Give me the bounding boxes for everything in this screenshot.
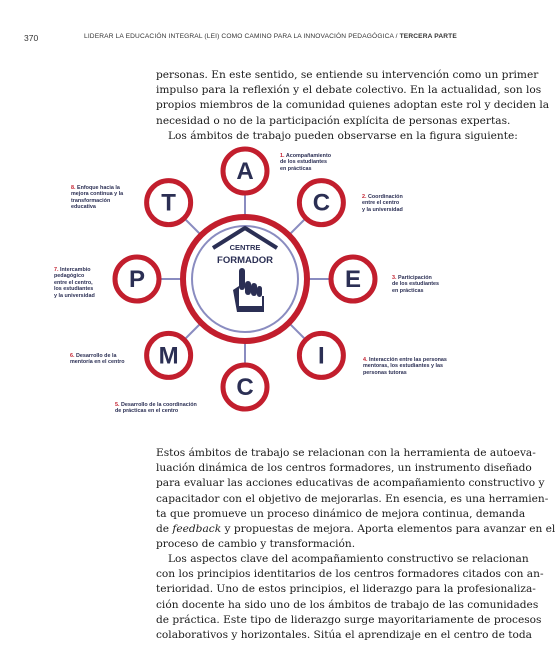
- intro-paragraph: [156, 68, 550, 144]
- text-line: necesidad o no de la participación explícita de personas expertas.: [156, 114, 511, 127]
- center-hub: [183, 217, 307, 341]
- text-line: terioridad. Uno de estos principios, el liderazgo para la profesionaliza-: [156, 583, 536, 596]
- emphasis-feedback: feedback: [172, 523, 222, 536]
- text-line: con los principios identitarios de los centros formadores citados con an-: [156, 568, 544, 581]
- text-line: para evaluar las acciones educativas de acompañamiento constructivo y: [156, 477, 545, 490]
- node-4: [299, 333, 343, 377]
- running-title: [84, 33, 464, 40]
- node-7: [115, 257, 159, 301]
- text-line: personas. En este sentido, se entiende su intervención como un primer: [156, 69, 539, 81]
- node-8: [147, 181, 191, 225]
- text-line: proceso de cambio y transformación.: [156, 538, 356, 551]
- node-2: [299, 181, 343, 225]
- text-line: capacitador con el objetivo de mejorarlas. En esencia, es una herramien-: [156, 492, 549, 505]
- node-letter: C: [236, 374, 254, 401]
- body-paragraph-2: [156, 552, 544, 643]
- text-line: Estos ámbitos de trabajo se relacionan con la herramienta de autoeva-: [156, 447, 536, 459]
- figure-intro: Los ámbitos de trabajo pueden observarse en la figura siguiente:: [168, 129, 518, 142]
- text-line: ta que promueve un proceso dinámico de mejora continua, demanda: [156, 507, 526, 520]
- center-label-2: FORMADOR: [217, 255, 273, 266]
- text-line: de práctica. Este tipo de liderazgo surge mayoritariamente de procesos: [156, 613, 542, 626]
- body-paragraph-1: [156, 446, 555, 552]
- node-1: [223, 149, 267, 193]
- text-line: de feedback y propuestas de mejora. Aporta elementos para avanzar en el: [156, 523, 555, 536]
- node-letter: P: [128, 266, 146, 293]
- node-label-4: 4. Interacción entre las personas mentoras, los estudiantes y las personas tutoras: [363, 357, 447, 376]
- node-letter: M: [158, 342, 179, 370]
- text-line: ción docente ha sido uno de los ámbitos de trabajo de las comunidades: [156, 598, 539, 611]
- text-line: impulso para la reflexión y el debate colectivo. En la actualidad, son los: [156, 84, 542, 97]
- node-label-3: 3. Participación de los estudiantes en prácticas: [392, 275, 440, 294]
- node-letter: I: [318, 342, 325, 370]
- text-line: luación dinámica de los centros formadores, un instrumento diseñado: [156, 462, 532, 475]
- text-line: Los aspectos clave del acompañamiento constructivo se relacionan: [168, 553, 529, 565]
- page-number: 370: [24, 33, 39, 43]
- node-label-7: 7. Intercambio pedagógico entre el centro, los estudiantes y la universidad: [54, 267, 95, 299]
- running-part: TERCERA PARTE: [399, 33, 457, 40]
- node-letter: C: [312, 189, 331, 217]
- node-letter: E: [344, 266, 362, 293]
- node-5: [223, 365, 267, 409]
- node-label-1: 1. Acompañamiento de los estudiantes en prácticas: [280, 153, 332, 172]
- text-line: colaborativos y horizontales. Sitúa el aprendizaje en el centro de toda: [156, 629, 532, 642]
- node-label-2: 2. Coordinación entre el centro y la universidad: [362, 194, 403, 213]
- node-letter: T: [161, 189, 176, 217]
- figure-diagram: [40, 140, 480, 430]
- text-line: propios miembros de la comunidad quienes adoptan este rol y deciden la: [156, 99, 550, 112]
- node-label-5: 5. Desarrollo de la coordinación de prácticas en el centro: [115, 402, 197, 415]
- node-letter: A: [236, 158, 254, 185]
- node-6: [147, 333, 191, 377]
- node-label-6: 6. Desarrollo de la mentoría en el centro: [70, 353, 125, 366]
- node-3: [331, 257, 375, 301]
- node-label-8: 8. Enfoque hacia la mejora continua y la transformación educativa: [71, 185, 124, 211]
- center-label-1: CENTRE: [229, 243, 261, 252]
- running-header: [0, 33, 487, 47]
- running-title-text: LIDERAR LA EDUCACIÓN INTEGRAL (LEI) COMO CAMINO PARA LA INNOVACIÓN PEDAGÓGICA /: [84, 33, 400, 40]
